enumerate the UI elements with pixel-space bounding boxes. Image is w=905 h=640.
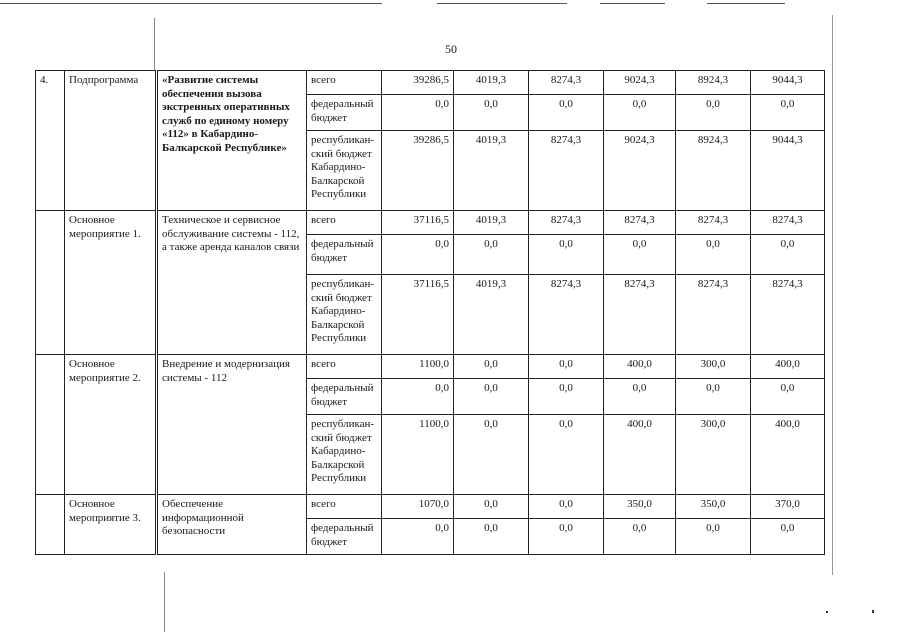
table-row	[36, 355, 825, 379]
funding-source-cell: всего	[307, 495, 382, 519]
program-description-cell: «Развитие системы обеспечения вызова экстренных оперативных служб по единому номеру «112» в Кабардино-Балкарской Республике»	[157, 71, 307, 211]
year-amount-cell: 8274,3	[676, 275, 751, 355]
year-amount-cell: 0,0	[454, 355, 529, 379]
year-amount-cell: 0,0	[676, 95, 751, 131]
year-amount-cell: 8274,3	[529, 275, 604, 355]
program-description-cell: Внедрение и модернизация системы - 112	[157, 355, 307, 495]
year-amount-cell: 300,0	[676, 415, 751, 495]
year-amount-cell: 4019,3	[454, 211, 529, 235]
year-amount-cell: 350,0	[676, 495, 751, 519]
year-amount-cell: 0,0	[751, 519, 825, 555]
total-amount-cell: 39286,5	[382, 71, 454, 95]
funding-source-cell: всего	[307, 71, 382, 95]
year-amount-cell: 0,0	[529, 235, 604, 275]
funding-source-cell: всего	[307, 211, 382, 235]
year-amount-cell: 0,0	[529, 415, 604, 495]
year-amount-cell: 0,0	[454, 415, 529, 495]
year-amount-cell: 0,0	[454, 95, 529, 131]
budget-table	[35, 70, 825, 555]
year-amount-cell: 8274,3	[751, 211, 825, 235]
binding-margin-line	[164, 572, 165, 632]
table-row	[36, 71, 825, 95]
year-amount-cell: 400,0	[604, 415, 676, 495]
year-amount-cell: 8274,3	[676, 211, 751, 235]
total-amount-cell: 1100,0	[382, 415, 454, 495]
total-amount-cell: 39286,5	[382, 131, 454, 211]
total-amount-cell: 0,0	[382, 235, 454, 275]
total-amount-cell: 37116,5	[382, 275, 454, 355]
year-amount-cell: 0,0	[604, 95, 676, 131]
year-amount-cell: 0,0	[529, 379, 604, 415]
year-amount-cell: 0,0	[604, 379, 676, 415]
year-amount-cell: 0,0	[751, 379, 825, 415]
table-body	[36, 71, 825, 555]
row-number-cell	[36, 355, 65, 495]
year-amount-cell: 0,0	[676, 379, 751, 415]
scan-artifact-line	[437, 3, 567, 4]
row-number-cell: 4.	[36, 71, 65, 211]
year-amount-cell: 8274,3	[529, 71, 604, 95]
year-amount-cell: 9044,3	[751, 71, 825, 95]
funding-source-cell: республикан-ский бюджет Кабардино-Балкарской Республики	[307, 415, 382, 495]
year-amount-cell: 8274,3	[529, 131, 604, 211]
year-amount-cell: 8274,3	[529, 211, 604, 235]
year-amount-cell: 8274,3	[604, 211, 676, 235]
scan-speck	[826, 611, 828, 613]
binding-margin-line	[154, 18, 155, 70]
row-number-cell	[36, 211, 65, 355]
table-row	[36, 211, 825, 235]
year-amount-cell: 0,0	[604, 235, 676, 275]
total-amount-cell: 1100,0	[382, 355, 454, 379]
year-amount-cell: 8274,3	[751, 275, 825, 355]
right-edge-line	[832, 15, 833, 575]
program-type-cell: Основное мероприятие 3.	[65, 495, 157, 555]
funding-source-cell: федеральный бюджет	[307, 379, 382, 415]
page-number: 50	[445, 42, 457, 56]
year-amount-cell: 0,0	[604, 519, 676, 555]
year-amount-cell: 400,0	[751, 355, 825, 379]
year-amount-cell: 4019,3	[454, 71, 529, 95]
scan-speck	[872, 610, 874, 613]
program-description-cell: Техническое и сервисное обслуживание системы - 112, а также аренда каналов связи	[157, 211, 307, 355]
year-amount-cell: 370,0	[751, 495, 825, 519]
year-amount-cell: 0,0	[751, 235, 825, 275]
year-amount-cell: 0,0	[529, 95, 604, 131]
total-amount-cell: 0,0	[382, 95, 454, 131]
year-amount-cell: 8924,3	[676, 71, 751, 95]
year-amount-cell: 0,0	[529, 495, 604, 519]
funding-source-cell: всего	[307, 355, 382, 379]
year-amount-cell: 0,0	[454, 379, 529, 415]
funding-source-cell: федеральный бюджет	[307, 95, 382, 131]
total-amount-cell: 37116,5	[382, 211, 454, 235]
year-amount-cell: 400,0	[604, 355, 676, 379]
program-type-cell: Основное мероприятие 2.	[65, 355, 157, 495]
funding-source-cell: федеральный бюджет	[307, 235, 382, 275]
total-amount-cell: 0,0	[382, 519, 454, 555]
scan-artifact-line	[600, 3, 665, 4]
program-description-cell: Обеспечение информационной безопасности	[157, 495, 307, 555]
year-amount-cell: 0,0	[676, 235, 751, 275]
year-amount-cell: 0,0	[676, 519, 751, 555]
year-amount-cell: 0,0	[454, 519, 529, 555]
scan-artifact-line	[707, 3, 785, 4]
total-amount-cell: 1070,0	[382, 495, 454, 519]
year-amount-cell: 4019,3	[454, 131, 529, 211]
year-amount-cell: 9044,3	[751, 131, 825, 211]
table-row	[36, 495, 825, 519]
year-amount-cell: 0,0	[454, 235, 529, 275]
year-amount-cell: 9024,3	[604, 71, 676, 95]
year-amount-cell: 8924,3	[676, 131, 751, 211]
funding-source-cell: федеральный бюджет	[307, 519, 382, 555]
year-amount-cell: 8274,3	[604, 275, 676, 355]
year-amount-cell: 300,0	[676, 355, 751, 379]
row-number-cell	[36, 495, 65, 555]
year-amount-cell: 4019,3	[454, 275, 529, 355]
funding-source-cell: республикан-ский бюджет Кабардино-Балкарской Республики	[307, 275, 382, 355]
funding-source-cell: республикан-ский бюджет Кабардино-Балкарской Республики	[307, 131, 382, 211]
scan-artifact-line	[0, 3, 382, 4]
program-type-cell: Подпрограмма	[65, 71, 157, 211]
total-amount-cell: 0,0	[382, 379, 454, 415]
year-amount-cell: 0,0	[454, 495, 529, 519]
year-amount-cell: 0,0	[529, 519, 604, 555]
program-type-cell: Основное мероприятие 1.	[65, 211, 157, 355]
year-amount-cell: 350,0	[604, 495, 676, 519]
year-amount-cell: 0,0	[751, 95, 825, 131]
year-amount-cell: 400,0	[751, 415, 825, 495]
year-amount-cell: 0,0	[529, 355, 604, 379]
year-amount-cell: 9024,3	[604, 131, 676, 211]
